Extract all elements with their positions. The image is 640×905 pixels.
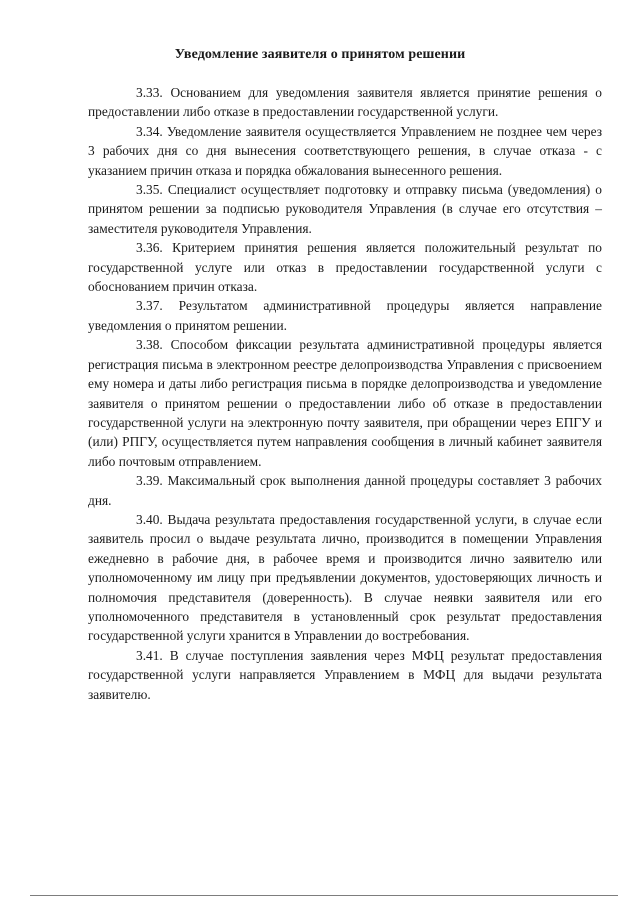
paragraph-3-33: 3.33. Основанием для уведомления заявителя является принятие решения о предоставлении либо отказе в предоставлении государственной услуги. [88,85,602,120]
section-heading: Уведомление заявителя о принятом решении [174,47,466,62]
paragraph-3-37: 3.37. Результатом административной процедуры является направление уведомления о принятом решении. [88,298,602,333]
paragraph-3-36: 3.36. Критерием принятия решения является положительный результат по государственной услуге или отказ в предоставлении государственной услуги с обоснованием причин отказа. [88,240,602,295]
paragraph-3-38: 3.38. Способом фиксации результата административной процедуры является регистрация письма в электронном реестре делопроизводства Управления с присвоением ему номера и даты либо регистрация письма в порядке делопроизводства и уведомление заявителя о принятом решении о предоставлении либо об отказе в предоставлении государственной услуги на электронную почту заявителя, при обращении через ЕПГУ и (или) РПГУ, осуществляется путем направления сообщения в личный кабинет заявителя либо почтовым отправлением. [88,337,602,469]
document-body [88,83,602,704]
paragraph-3-40: 3.40. Выдача результата предоставления государственной услуги, в случае если заявитель просил о выдаче результата лично, производится в помещении Управления ежедневно в рабочие дня, в рабочее время и производится лично заявителю или уполномоченному им лицу при предъявлении документов, удостоверяющих личность и полномочия представителя (доверенность). В случае неявки заявителя или его уполномоченного представителя в установленный срок результат предоставления государственной услуги хранится в Управлении до востребования. [88,511,602,644]
bottom-divider [30,895,618,896]
paragraph-3-34: 3.34. Уведомление заявителя осуществляется Управлением не позднее чем через 3 рабочих дня со дня вынесения соответствующего решения, в случае отказа - с указанием причин отказа и порядка обжалования вынесенного решения. [88,123,602,178]
paragraph-3-41: 3.41. В случае поступления заявления через МФЦ результат предоставления государственной услуги направляется Управлением в МФЦ для выдачи результата заявителю. [88,647,602,702]
paragraph-3-35: 3.35. Специалист осуществляет подготовку и отправку письма (уведомления) о принятом решении за подписью руководителя Управления (в случае его отсутствия – заместителя руководителя Управления. [88,182,602,236]
paragraph-3-39: 3.39. Максимальный срок выполнения данной процедуры составляет 3 рабочих дня. [88,473,602,508]
